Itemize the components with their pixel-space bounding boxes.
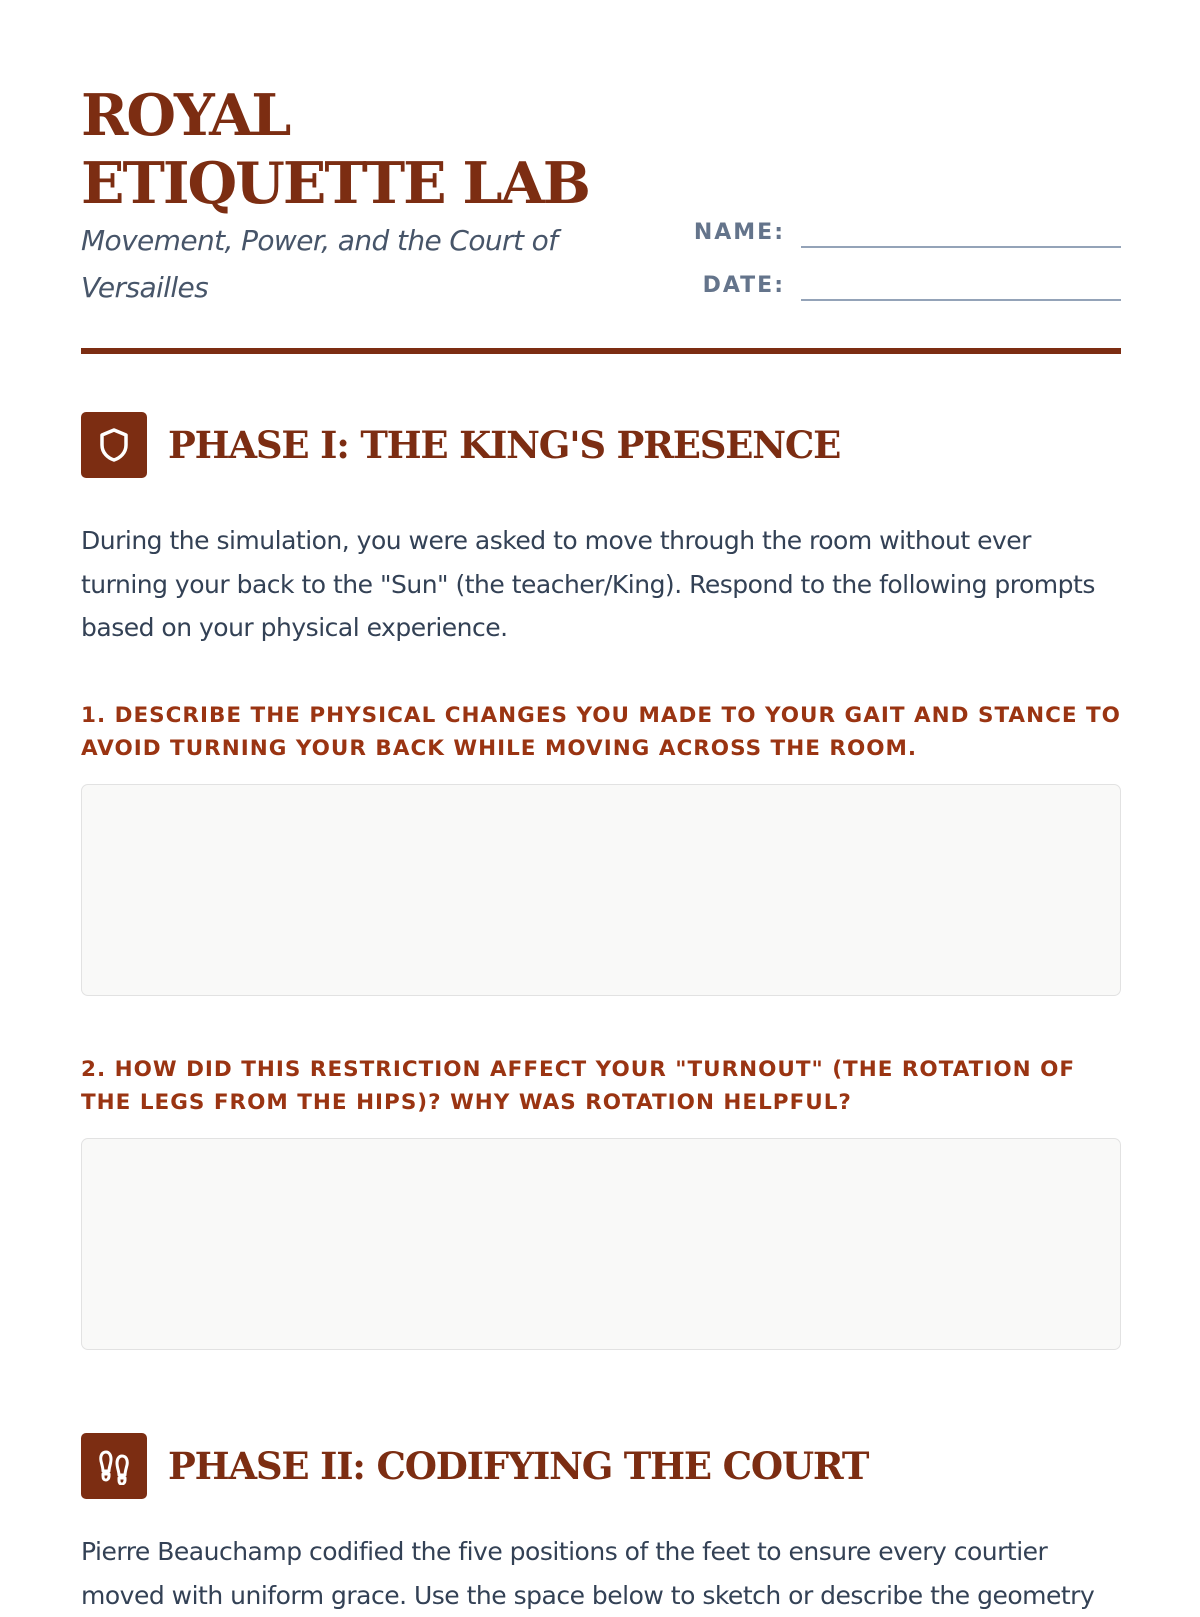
phase-1-intro: During the simulation, you were asked to move through the room without ever turning your back to the "Sun" (the teacher/King). Respond to the following prompts based on your physical experience.	[81, 526, 1095, 642]
worksheet-header	[81, 0, 1121, 356]
question-2-prompt: 2. HOW DID THIS RESTRICTION AFFECT YOUR "TURNOUT" (THE ROTATION OF THE LEGS FROM THE HIPS)? WHY WAS ROTATION HELPFUL?	[81, 1057, 1076, 1115]
date-field-row	[685, 269, 1121, 301]
footprints-icon	[81, 1433, 147, 1499]
question-1-prompt: 1. DESCRIBE THE PHYSICAL CHANGES YOU MADE TO YOUR GAIT AND STANCE TO AVOID TURNING YOUR BACK WHILE MOVING ACROSS THE ROOM.	[81, 703, 1121, 761]
page-title: ROYAL ETIQUETTE LAB	[81, 82, 589, 217]
worksheet-page	[81, 0, 1121, 1610]
question-1-answer-box[interactable]	[81, 784, 1121, 996]
date-label: DATE:	[702, 273, 785, 298]
phase-1-heading	[81, 412, 840, 478]
shield-icon	[81, 412, 147, 478]
name-field-row	[685, 216, 1121, 248]
header-divider	[81, 348, 1121, 354]
page-subtitle: Movement, Power, and the Court of Versailles	[81, 224, 558, 304]
phase-1-title: PHASE I: THE KING'S PRESENCE	[168, 423, 841, 467]
date-field[interactable]	[801, 269, 1121, 301]
phase-2-intro: Pierre Beauchamp codified the five positions of the feet to ensure every courtier moved with uniform grace. Use the space below to sketch or describe the geometry	[81, 1537, 1095, 1610]
phase-2-heading	[81, 1433, 868, 1499]
question-2-answer-box[interactable]	[81, 1138, 1121, 1350]
phase-2-title: PHASE II: CODIFYING THE COURT	[168, 1444, 869, 1488]
name-label: NAME:	[693, 220, 785, 245]
name-field[interactable]	[801, 216, 1121, 248]
